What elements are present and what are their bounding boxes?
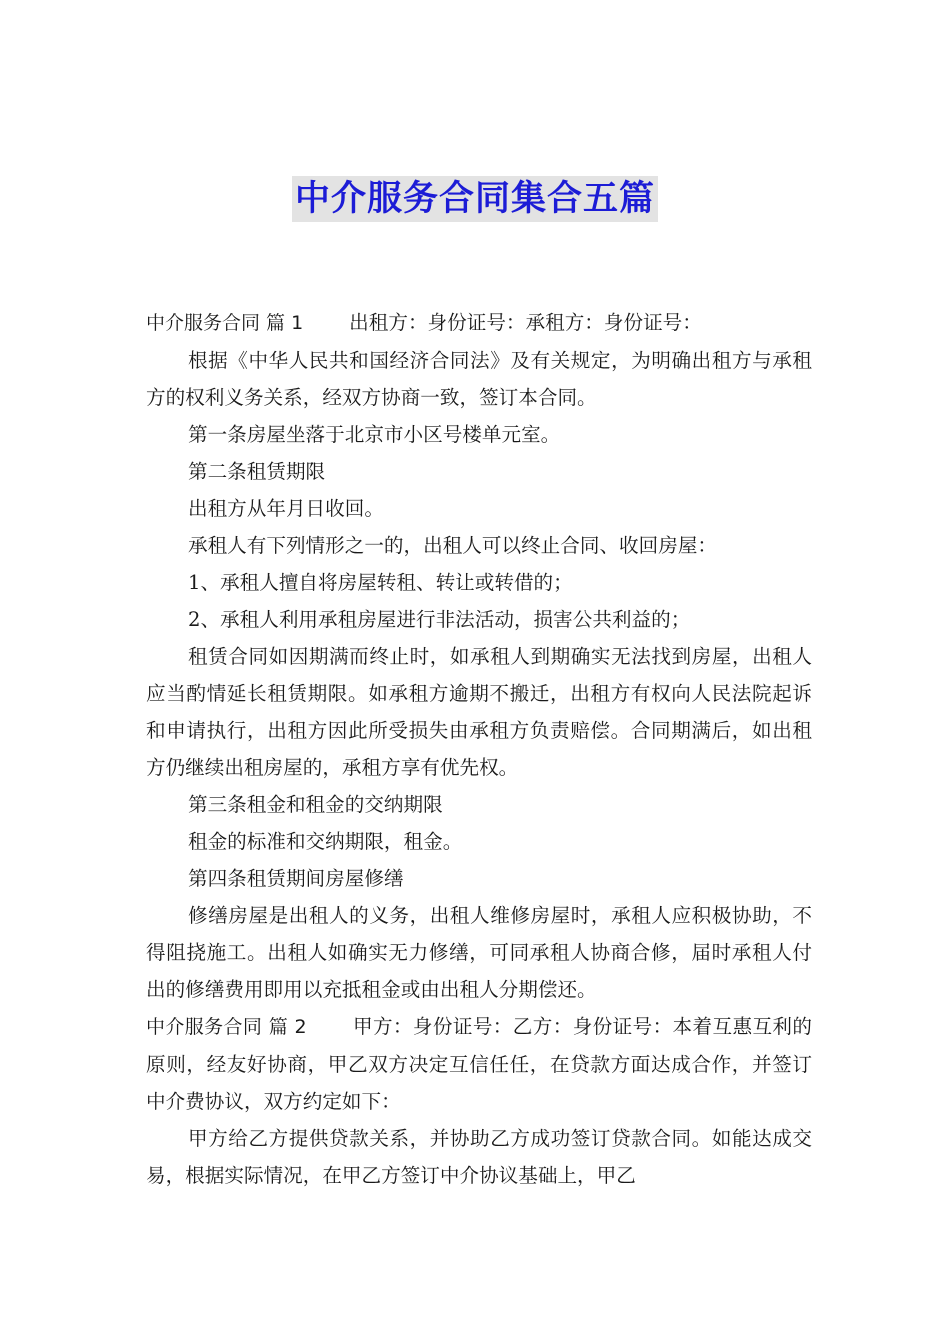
list-item: 1、承租人擅自将房屋转租、转让或转借的； xyxy=(188,571,573,594)
section-2-intro: 甲方：身份证号：乙方：身份证号：本着互惠互利的原则，经友好协商，甲乙双方决定互信任任，在贷款方面达成合作，并签订中介费协议，双方约定如下： xyxy=(146,1015,812,1113)
document-body xyxy=(146,304,812,1194)
document-title: 中介服务合同集合五篇 xyxy=(292,176,658,222)
clause-1: 第一条房屋坐落于北京市小区号楼单元室。 xyxy=(188,423,561,446)
clause-2-heading: 第二条租赁期限 xyxy=(188,460,326,483)
paragraph: 甲方给乙方提供贷款关系，并协助乙方成功签订贷款合同。如能达成交易，根据实际情况，在甲乙方签订中介协议基础上，甲乙 xyxy=(146,1127,812,1187)
clause-4-heading: 第四条租赁期间房屋修缮 xyxy=(188,867,404,890)
paragraph: 出租方从年月日收回。 xyxy=(188,497,384,520)
paragraph: 承租人有下列情形之一的，出租人可以终止合同、收回房屋： xyxy=(188,534,718,557)
section-1-intro: 出租方：身份证号：承租方：身份证号： xyxy=(349,311,702,334)
paragraph: 租赁合同如因期满而终止时，如承租人到期确实无法找到房屋，出租人应当酌情延长租赁期限。如承租方逾期不搬迁，出租方有权向人民法院起诉和申请执行，出租方因此所受损失由承租方负责赔偿。合同期满后，如出租方仍继续出租房屋的，承租方享有优先权。 xyxy=(146,645,812,779)
section-2-label: 中介服务合同 篇 2 xyxy=(146,1016,307,1038)
title-container xyxy=(0,176,950,222)
section-1-label: 中介服务合同 篇 1 xyxy=(146,312,304,334)
paragraph: 租金的标准和交纳期限，租金。 xyxy=(188,830,463,853)
paragraph: 修缮房屋是出租人的义务，出租人维修房屋时，承租人应积极协助，不得阻挠施工。出租人如确实无力修缮，可同承租人协商合修，届时承租人付出的修缮费用即用以充抵租金或由出租人分期偿还。 xyxy=(146,904,812,1001)
section-2-lead xyxy=(146,1008,812,1120)
section-1-lead xyxy=(146,304,812,342)
clause-3-heading: 第三条租金和租金的交纳期限 xyxy=(188,793,443,816)
list-item: 2、承租人利用承租房屋进行非法活动，损害公共利益的； xyxy=(188,608,691,631)
paragraph: 根据《中华人民共和国经济合同法》及有关规定，为明确出租方与承租方的权利义务关系，经双方协商一致，签订本合同。 xyxy=(146,349,812,409)
